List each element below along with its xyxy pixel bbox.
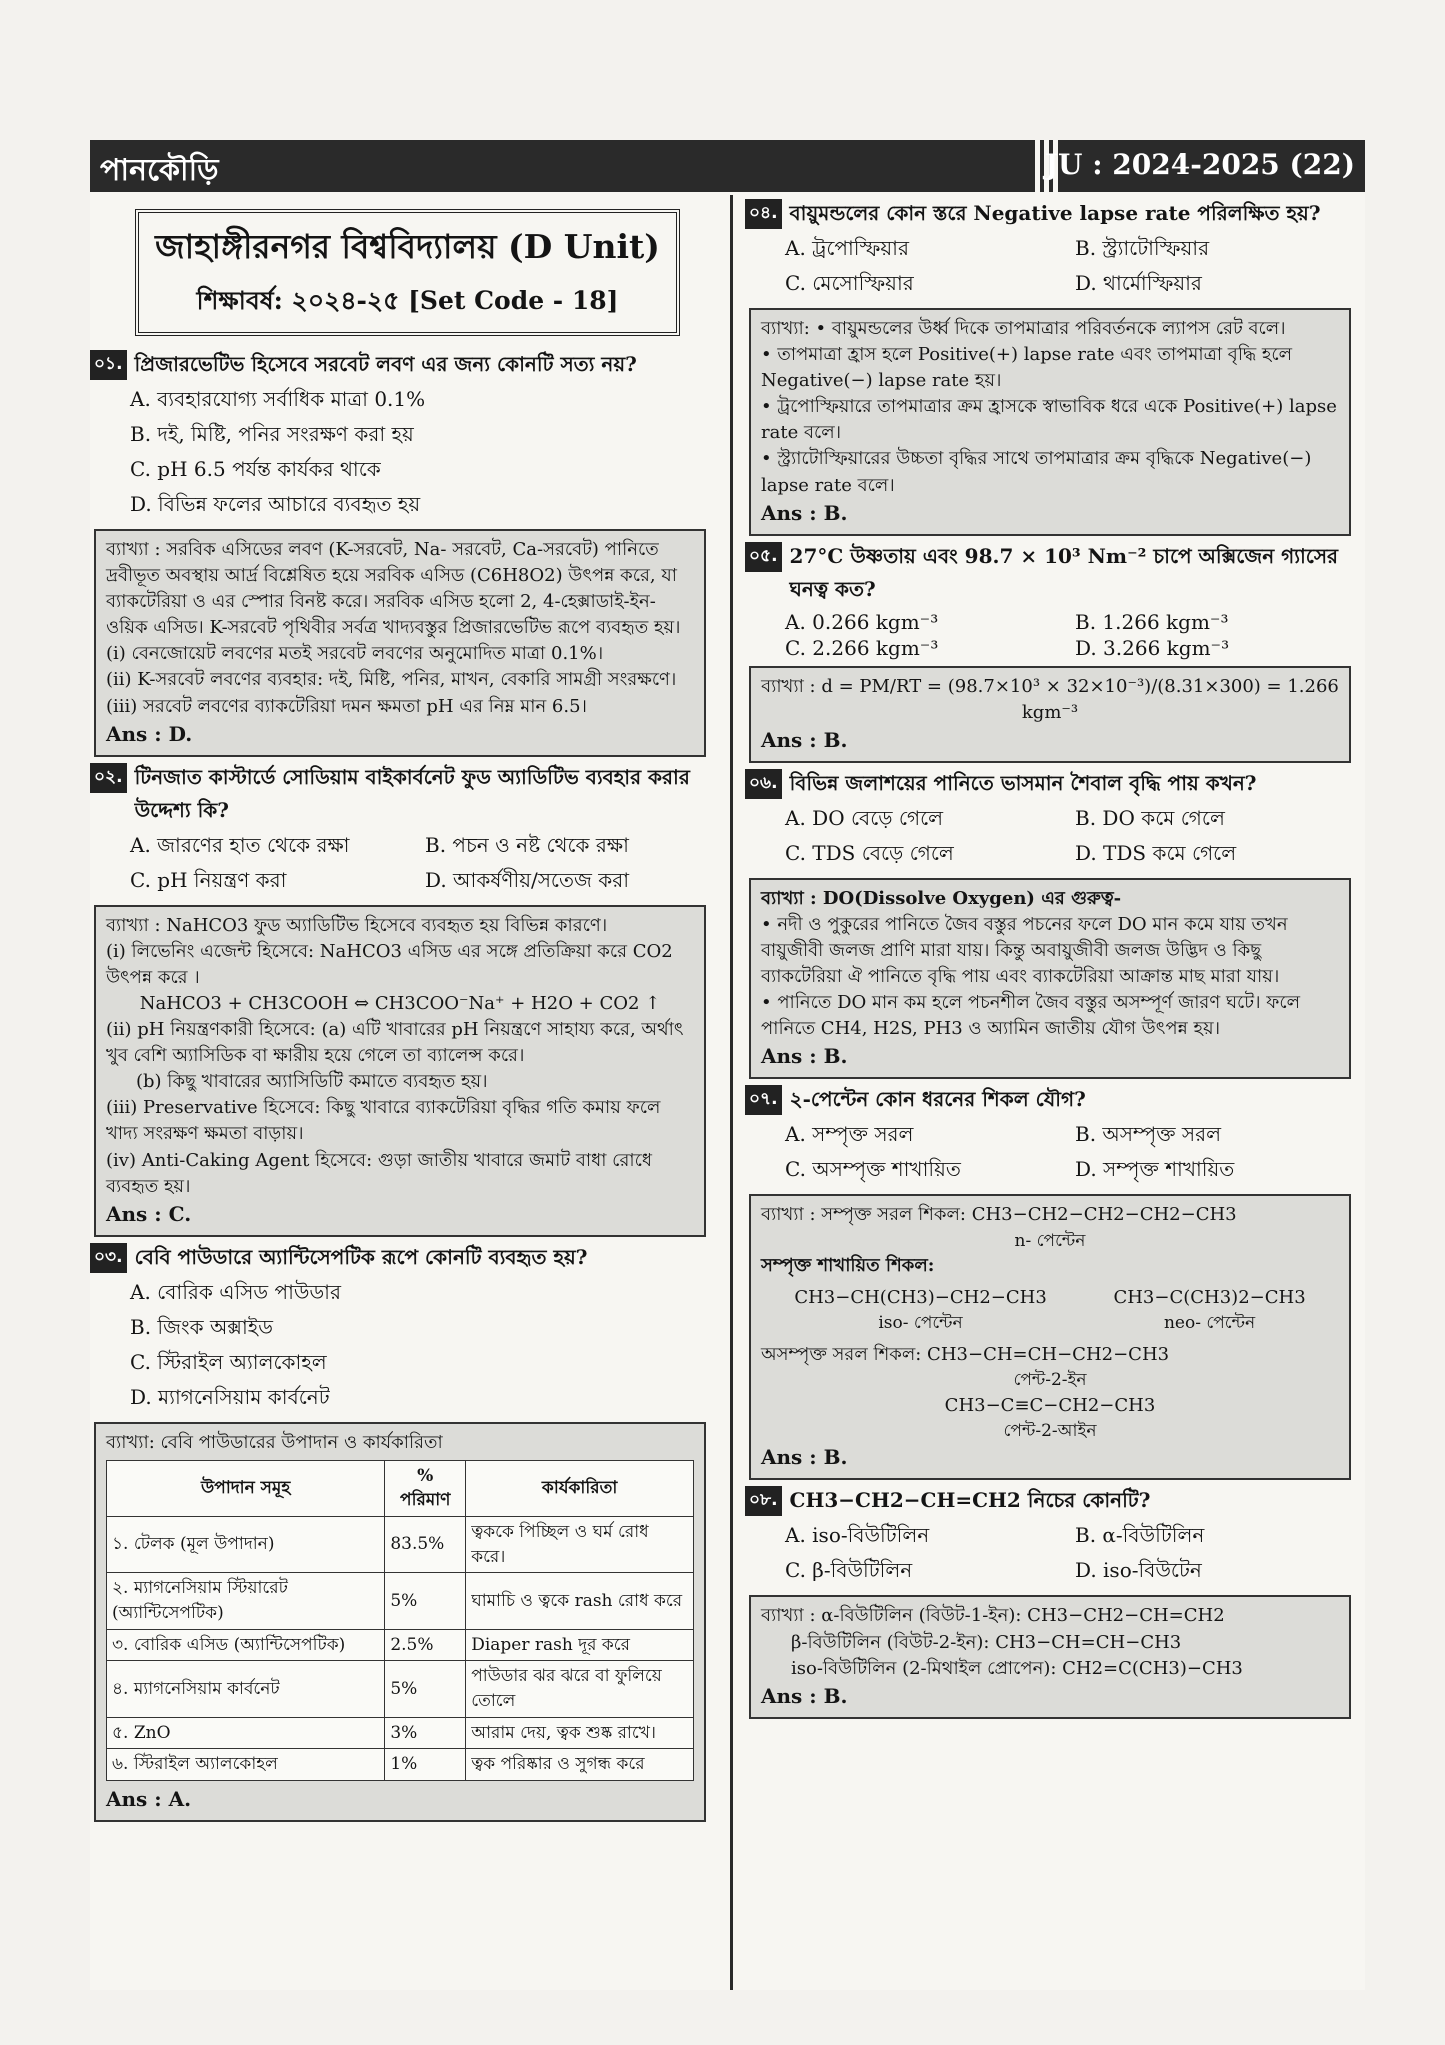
- table-cell: 3%: [385, 1717, 466, 1749]
- question-4: [745, 199, 1365, 536]
- question-number: ০৬.: [745, 769, 782, 799]
- branched-heading: সম্পৃক্ত শাখায়িত শিকল:: [761, 1255, 935, 1277]
- question-text: প্রিজারভেটিভ হিসেবে সরবেট লবণ এর জন্য কোনটি সত্য নয়?: [134, 352, 637, 376]
- options: [785, 1521, 1365, 1589]
- table-header: উপাদান সমূহ: [107, 1460, 385, 1516]
- table-cell: 83.5%: [385, 1517, 466, 1573]
- option: D. বিভিন্ন ফলের আচারে ব্যবহৃত হয়: [130, 492, 421, 516]
- n-pentane-name: n- পেন্টেন: [1014, 1230, 1086, 1251]
- explanation-point: (b) কিছু খাবারের অ্যাসিডিটি কমাতে ব্যবহৃত হয়।: [136, 1071, 488, 1093]
- unsaturated-chain: অসম্পৃক্ত সরল শিকল: CH3−CH=CH−CH2−CH3: [761, 1343, 1170, 1365]
- pent-2-ene-name: পেন্ট-2-ইন: [1013, 1370, 1087, 1391]
- table-row: [107, 1573, 694, 1629]
- answer: Ans : B.: [761, 1683, 848, 1708]
- column-divider: [730, 195, 733, 1990]
- page-header: [90, 140, 1365, 192]
- iso-pentane-name: iso- পেন্টেন: [878, 1313, 963, 1334]
- option: C. pH নিয়ন্ত্রণ করা: [130, 867, 287, 892]
- right-column: [745, 195, 1365, 1990]
- explanation-point: • তাপমাত্রা হ্রাস হলে Positive(+) lapse rate এবং তাপমাত্রা বৃদ্ধি হলে Negative(−) lapse rate হয়।: [761, 344, 1292, 392]
- question-number: ০৭.: [745, 1085, 782, 1115]
- neo-pentane-formula: CH3−C(CH3)2−CH3: [1113, 1287, 1306, 1309]
- option: A. ট্রপোস্ফিয়ার: [785, 236, 909, 260]
- explanation-box: [749, 878, 1351, 1080]
- question-2: [90, 763, 720, 1237]
- table-header: % পরিমাণ: [385, 1460, 466, 1516]
- option: B. জিংক অক্সাইড: [130, 1314, 273, 1339]
- explanation-point: (i) লিভেনিং এজেন্ট হিসেবে: NaHCO3 এসিড এর সঙ্গে প্রতিক্রিয়া করে CO2 উৎপন্ন করে ।: [106, 940, 673, 988]
- ingredients-table: [106, 1460, 694, 1781]
- table-cell: ত্বককে পিচ্ছিল ও ঘর্ম রোধ করে।: [466, 1517, 694, 1573]
- question-text: বায়ুমন্ডলের কোন স্তরে Negative lapse rate পরিলক্ষিত হয়?: [789, 201, 1321, 225]
- explanation-point: β-বিউটিলিন (বিউট-2-ইন): CH3−CH=CH−CH3: [791, 1631, 1182, 1653]
- option: D. থার্মোস্ফিয়ার: [1075, 271, 1202, 295]
- answer: Ans : B.: [761, 727, 848, 752]
- explanation-text: ব্যাখ্যা: বেবি পাউডারের উপাদান ও কার্যকারিতা: [106, 1431, 443, 1453]
- question-3: [90, 1243, 720, 1822]
- explanation-point: iso-বিউটিলিন (2-মিথাইল প্রোপেন): CH2=C(CH3)−CH3: [791, 1657, 1243, 1679]
- option: A. DO বেড়ে গেলে: [785, 805, 944, 830]
- table-row: [107, 1629, 694, 1661]
- option: C. β-বিউটিলিন: [785, 1558, 913, 1583]
- question-text: CH3−CH2−CH=CH2 নিচের কোনটি?: [789, 1488, 1151, 1513]
- question-text: বেবি পাউডারে অ্যান্টিসেপটিক রূপে কোনটি ব্যবহৃত হয়?: [134, 1244, 588, 1269]
- page: [90, 140, 1365, 1990]
- explanation-point: (i) বেনজোয়েট লবণের মতই সরবেট লবণের অনুমোদিত মাত্রা 0.1%।: [106, 643, 604, 665]
- explanation-point: • নদী ও পুকুরের পানিতে জৈব বস্তুর পচনের ফলে DO মান কমে যায় তখন বায়ুজীবী জলজ প্রাণি মারা যায়। কিন্তু অবায়ুজীবী জলজ উদ্ভিদ ও কিছু ব্যাকটেরিয়া ঐ পানিতে বৃদ্ধি পায় এবং ব্যাকটেরিয়া আক্রান্ত মাছ মারা যায়।: [761, 913, 1288, 988]
- table-cell: ৫. ZnO: [107, 1717, 385, 1749]
- brand-logo: পানকৌড়ি: [100, 153, 219, 188]
- question-6: [745, 769, 1365, 1080]
- pent-2-yne-name: পেন্ট-2-আইন: [1003, 1420, 1097, 1441]
- question-number: ০৩.: [90, 1243, 127, 1273]
- table-row: [107, 1717, 694, 1749]
- option: B. দই, মিষ্টি, পনির সংরক্ষণ করা হয়: [130, 422, 414, 446]
- pent-2-yne-formula: CH3−C≡C−CH2−CH3: [944, 1394, 1156, 1416]
- option: C. pH 6.5 পর্যন্ত কার্যকর থাকে: [130, 457, 381, 481]
- table-cell: পাউডার ঝর ঝরে বা ফুলিয়ে তোলে: [466, 1661, 694, 1717]
- question-1: [90, 350, 720, 757]
- explanation-box: [749, 1194, 1351, 1480]
- table-cell: ৩. বোরিক এসিড (অ্যান্টিসেপটিক): [107, 1629, 385, 1661]
- explanation-text: ব্যাখ্যা: • বায়ুমন্ডলের উর্ধ্ব দিকে তাপমাত্রার পরিবর্তনকে ল্যাপস রেট বলে।: [761, 318, 1286, 339]
- table-cell: ২. ম্যাগনেসিয়াম স্টিয়ারেট (অ্যান্টিসেপটিক): [107, 1573, 385, 1629]
- explanation-point: (iv) Anti-Caking Agent হিসেবে: গুড়া জাতীয় খাবারে জমাট বাধা রোধে ব্যবহৃত হয়।: [106, 1149, 652, 1197]
- options: [785, 234, 1365, 302]
- chemical-equation: NaHCO3 + CH3COOH ⇔ CH3COO⁻Na⁺ + H2O + CO2 ↑: [139, 992, 661, 1014]
- exam-code: JU : 2024-2025 (22): [1044, 148, 1355, 181]
- option: B. স্ট্র্যাটোস্ফিয়ার: [1075, 236, 1210, 260]
- option: D. আকর্ষণীয়/সতেজ করা: [425, 867, 630, 892]
- answer: Ans : D.: [106, 721, 193, 746]
- answer: Ans : B.: [761, 1044, 848, 1069]
- option: A. 0.266 kgm⁻³: [785, 609, 939, 634]
- option: C. মেসোস্ফিয়ার: [785, 271, 914, 295]
- answer: Ans : C.: [106, 1201, 192, 1226]
- table-header: কার্যকারিতা: [466, 1460, 694, 1516]
- option: B. অসম্পৃক্ত সরল: [1075, 1122, 1222, 1147]
- options: [785, 804, 1365, 872]
- answer: Ans : A.: [106, 1786, 192, 1811]
- question-text: 27°C উষ্ণতায় এবং 98.7 × 10³ Nm⁻² চাপে অক্সিজেন গ্যাসের ঘনত্ব কত?: [789, 543, 1339, 601]
- explanation-point: • পানিতে DO মান কম হলে পচনশীল জৈব বস্তুর অসম্পূর্ণ জারণ ঘটে। ফলে পানিতে CH4, H2S, PH3 ও অ্যামিন জাতীয় যৌগ উৎপন্ন হয়।: [761, 992, 1301, 1040]
- options: [130, 385, 720, 523]
- question-text: বিভিন্ন জলাশয়ের পানিতে ভাসমান শৈবাল বৃদ্ধি পায় কখন?: [789, 770, 1257, 795]
- option: D. ম্যাগনেসিয়াম কার্বনেট: [130, 1384, 330, 1409]
- options: [785, 610, 1365, 660]
- option: A. ব্যবহারযোগ্য সর্বাধিক মাত্রা 0.1%: [130, 387, 426, 411]
- table-cell: ৪. ম্যাগনেসিয়াম কার্বনেট: [107, 1661, 385, 1717]
- option: D. সম্পৃক্ত শাখায়িত: [1075, 1157, 1235, 1182]
- option: C. স্টিরাইল অ্যালকোহল: [130, 1349, 327, 1374]
- explanation-point: (ii) K-সরবেট লবণের ব্যবহার: দই, মিষ্টি, পনির, মাখন, বেকারি সামগ্রী সংরক্ষণে।: [106, 669, 677, 691]
- left-column: [90, 195, 720, 1990]
- question-5: [745, 542, 1365, 763]
- title-box: [135, 209, 680, 336]
- table-cell: ১. টেলক (মূল উপাদান): [107, 1517, 385, 1573]
- options: [785, 1120, 1365, 1188]
- explanation-text: ব্যাখ্যা : DO(Dissolve Oxygen) এর গুরুত্ব-: [761, 887, 1122, 909]
- session-title: শিক্ষাবর্ষ: ২০২৪-২৫ [Set Code - 18]: [196, 286, 619, 315]
- table-cell: ঘামাচি ও ত্বকে rash রোধ করে: [466, 1573, 694, 1629]
- explanation-text: ব্যাখ্যা : সরবিক এসিডের লবণ (K-সরবেট, Na- সরবেট, Ca-সরবেট) পানিতে দ্রবীভূত অবস্থায় আর্দ্র বিশ্লেষিত হয়ে সরবিক এসিড (C6H8O2) উৎপন্ন করে, যা ব্যাকটেরিয়া ও এর স্পোর বিনষ্ট করে। সরবিক এসিড হলো 2, 4-হেক্সাডাই-ইন-ওয়িক এসিড। K-সরবেট পৃথিবীর সর্বত্র খাদ্যবস্তুর প্রিজারভেটিভ রূপে ব্যবহৃত হয়।: [106, 539, 681, 639]
- explanation-box: [94, 1422, 706, 1822]
- table-cell: ৬. স্টিরাইল অ্যালকোহল: [107, 1749, 385, 1781]
- table-row: [107, 1661, 694, 1717]
- explanation-text: ব্যাখ্যা : NaHCO3 ফুড অ্যাডিটিভ হিসেবে ব্যবহৃত হয় বিভিন্ন কারণে।: [106, 914, 608, 936]
- question-number: ০৪.: [745, 199, 782, 229]
- table-cell: Diaper rash দূর করে: [466, 1629, 694, 1661]
- table-row: [107, 1749, 694, 1781]
- option: A. সম্পৃক্ত সরল: [785, 1122, 914, 1147]
- question-number: ০১.: [90, 350, 127, 380]
- explanation-point: • স্ট্র্যাটোস্ফিয়ারের উচ্চতা বৃদ্ধির সাথে তাপমাত্রার ক্রম বৃদ্ধিকে Negative(−) lapse rate বলে।: [761, 448, 1312, 496]
- iso-pentane-formula: CH3−CH(CH3)−CH2−CH3: [794, 1287, 1047, 1309]
- option: D. 3.266 kgm⁻³: [1075, 635, 1230, 660]
- explanation-box: [94, 529, 706, 757]
- question-number: ০২.: [90, 763, 127, 793]
- table-cell: ত্বক পরিষ্কার ও সুগন্ধ করে: [466, 1749, 694, 1781]
- option: B. α-বিউটিলিন: [1075, 1523, 1205, 1548]
- option: C. অসম্পৃক্ত শাখায়িত: [785, 1157, 961, 1182]
- question-text: টিনজাত কাস্টার্ডে সোডিয়াম বাইকার্বনেট ফুড অ্যাডিটিভ ব্যবহার করার উদ্দেশ্য কি?: [134, 764, 690, 822]
- explanation-point: (iii) সরবেট লবণের ব্যাকটেরিয়া দমন ক্ষমতা pH এর নিম্ন মান 6.5।: [106, 695, 587, 717]
- question-number: ০৫.: [745, 542, 782, 572]
- table-cell: 1%: [385, 1749, 466, 1781]
- option: A. iso-বিউটিলিন: [785, 1523, 930, 1548]
- explanation-point: ব্যাখ্যা : α-বিউটিলিন (বিউট-1-ইন): CH3−CH2−CH=CH2: [761, 1605, 1225, 1627]
- neo-pentane-name: neo- পেন্টেন: [1163, 1313, 1256, 1334]
- answer: Ans : B.: [761, 1445, 848, 1470]
- university-title: জাহাঙ্গীরনগর বিশ্ববিদ্যালয় (D Unit): [155, 227, 660, 266]
- option: D. TDS কমে গেলে: [1075, 840, 1237, 865]
- explanation-box: [749, 1595, 1351, 1718]
- question-text: ২-পেন্টেন কোন ধরনের শিকল যৌগ?: [789, 1087, 1086, 1112]
- branched-structures: [761, 1285, 1339, 1336]
- explanation-text: ব্যাখ্যা : সম্পৃক্ত সরল শিকল: CH3−CH2−CH2−CH2−CH3: [761, 1204, 1237, 1226]
- table-cell: আরাম দেয়, ত্বক শুষ্ক রাখে।: [466, 1717, 694, 1749]
- options: [130, 831, 720, 899]
- question-number: ০৮.: [745, 1486, 782, 1516]
- option: D. iso-বিউটেন: [1075, 1558, 1202, 1583]
- option: A. বোরিক এসিড পাউডার: [130, 1279, 341, 1304]
- option: C. 2.266 kgm⁻³: [785, 635, 939, 660]
- option: A. জারণের হাত থেকে রক্ষা: [130, 832, 350, 857]
- table-cell: 5%: [385, 1573, 466, 1629]
- table-cell: 2.5%: [385, 1629, 466, 1661]
- explanation-point: (ii) pH নিয়ন্ত্রণকারী হিসেবে: (a) এটি খাবারের pH নিয়ন্ত্রণে সাহায্য করে, অর্থাৎ খুব বেশি অ্যাসিডিক বা ক্ষারীয় হয়ে গেলে তা ব্যালেন্স করে।: [106, 1019, 684, 1067]
- option: C. TDS বেড়ে গেলে: [785, 840, 954, 865]
- table-row: [107, 1517, 694, 1573]
- option: B. পচন ও নষ্ট থেকে রক্ষা: [425, 832, 629, 857]
- question-8: [745, 1486, 1365, 1718]
- density-formula: ব্যাখ্যা : d = PM/RT = (98.7×10³ × 32×10⁻³)/(8.31×300) = 1.266 kgm⁻³: [761, 675, 1339, 723]
- question-7: [745, 1085, 1365, 1480]
- options: [130, 1278, 720, 1416]
- explanation-box: [749, 666, 1351, 763]
- explanation-point: • ট্রপোস্ফিয়ারে তাপমাত্রার ক্রম হ্রাসকে স্বাভাবিক ধরে একে Positive(+) lapse rate বলে।: [761, 396, 1337, 444]
- answer: Ans : B.: [761, 500, 848, 525]
- option: B. 1.266 kgm⁻³: [1075, 609, 1229, 634]
- explanation-box: [749, 308, 1351, 536]
- explanation-box: [94, 905, 706, 1237]
- table-cell: 5%: [385, 1661, 466, 1717]
- option: B. DO কমে গেলে: [1075, 805, 1225, 830]
- explanation-point: (iii) Preservative হিসেবে: কিছু খাবারে ব্যাকটেরিয়া বৃদ্ধির গতি কমায় ফলে খাদ্য সংরক্ষণ ক্ষমতা বাড়ায়।: [106, 1097, 661, 1145]
